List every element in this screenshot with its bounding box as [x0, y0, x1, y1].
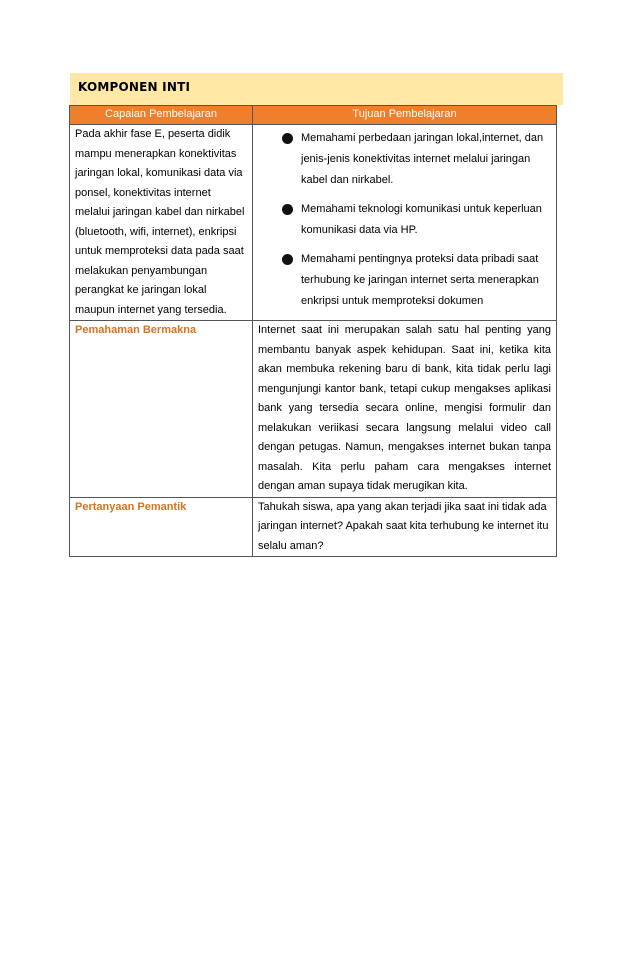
pemahaman-bermakna-text: Internet saat ini merupakan salah satu hal penting yang membantu banyak aspek kehidupan. Saat ini, ketika kita akan membuka rekening baru di bank, kita tidak perlu lagi mengunjungi kantor bank, tetapi cukup mengakses aplikasi bank yang tersedia secara online, mengisi formulir dan melakukan veriikasi secara langsung melalui video call dengan petugas. Namun, mengakses internet bukan tanpa masalah. Kita perlu paham cara mengakses internet dengan aman supaya tidak merugikan kita. — [253, 321, 557, 498]
tujuan-pembelajaran-cell — [253, 125, 557, 321]
section-title: KOMPONEN INTI — [70, 73, 563, 105]
bullet-icon — [282, 133, 293, 144]
table-row-pemahaman — [70, 321, 557, 498]
table-row-pertanyaan — [70, 497, 557, 557]
bullet-icon — [282, 254, 293, 265]
pertanyaan-pemantik-text: Tahukah siswa, apa yang akan terjadi jika saat ini tidak ada jaringan internet? Apakah saat kita terhubung ke internet itu selalu aman? — [253, 497, 557, 557]
pertanyaan-pemantik-label: Pertanyaan Pemantik — [70, 497, 253, 557]
komponen-inti-table — [69, 105, 557, 557]
pemahaman-bermakna-label: Pemahaman Bermakna — [70, 321, 253, 498]
tujuan-item-text: Memahami pentingnya proteksi data pribadi saat terhubung ke jaringan internet serta menerapkan enkripsi untuk memproteksi dokumen — [301, 253, 539, 307]
capaian-pembelajaran-text: Pada akhir fase E, peserta didik mampu menerapkan konektivitas jaringan lokal, komunikasi data via ponsel, konektivitas internet melalui jaringan kabel dan nirkabel (bluetooth, wifi, internet), enkripsi untuk memproteksi data pada saat melakukan penyambungan perangkat ke jaringan lokal maupun internet yang tersedia. — [70, 125, 253, 321]
header-capaian-pembelajaran: Capaian Pembelajaran — [70, 106, 253, 125]
tujuan-item-text: Memahami perbedaan jaringan lokal,internet, dan jenis-jenis konektivitas internet melalui jaringan kabel dan nirkabel. — [301, 132, 544, 186]
tujuan-list — [258, 128, 551, 312]
header-tujuan-pembelajaran: Tujuan Pembelajaran — [253, 106, 557, 125]
list-item — [282, 199, 551, 241]
table-header-row — [70, 106, 557, 125]
tujuan-item-text: Memahami teknologi komunikasi untuk keperluan komunikasi data via HP. — [301, 203, 542, 236]
bullet-icon — [282, 204, 293, 215]
list-item — [282, 249, 551, 312]
list-item — [282, 128, 551, 191]
table-row-capaian — [70, 125, 557, 321]
